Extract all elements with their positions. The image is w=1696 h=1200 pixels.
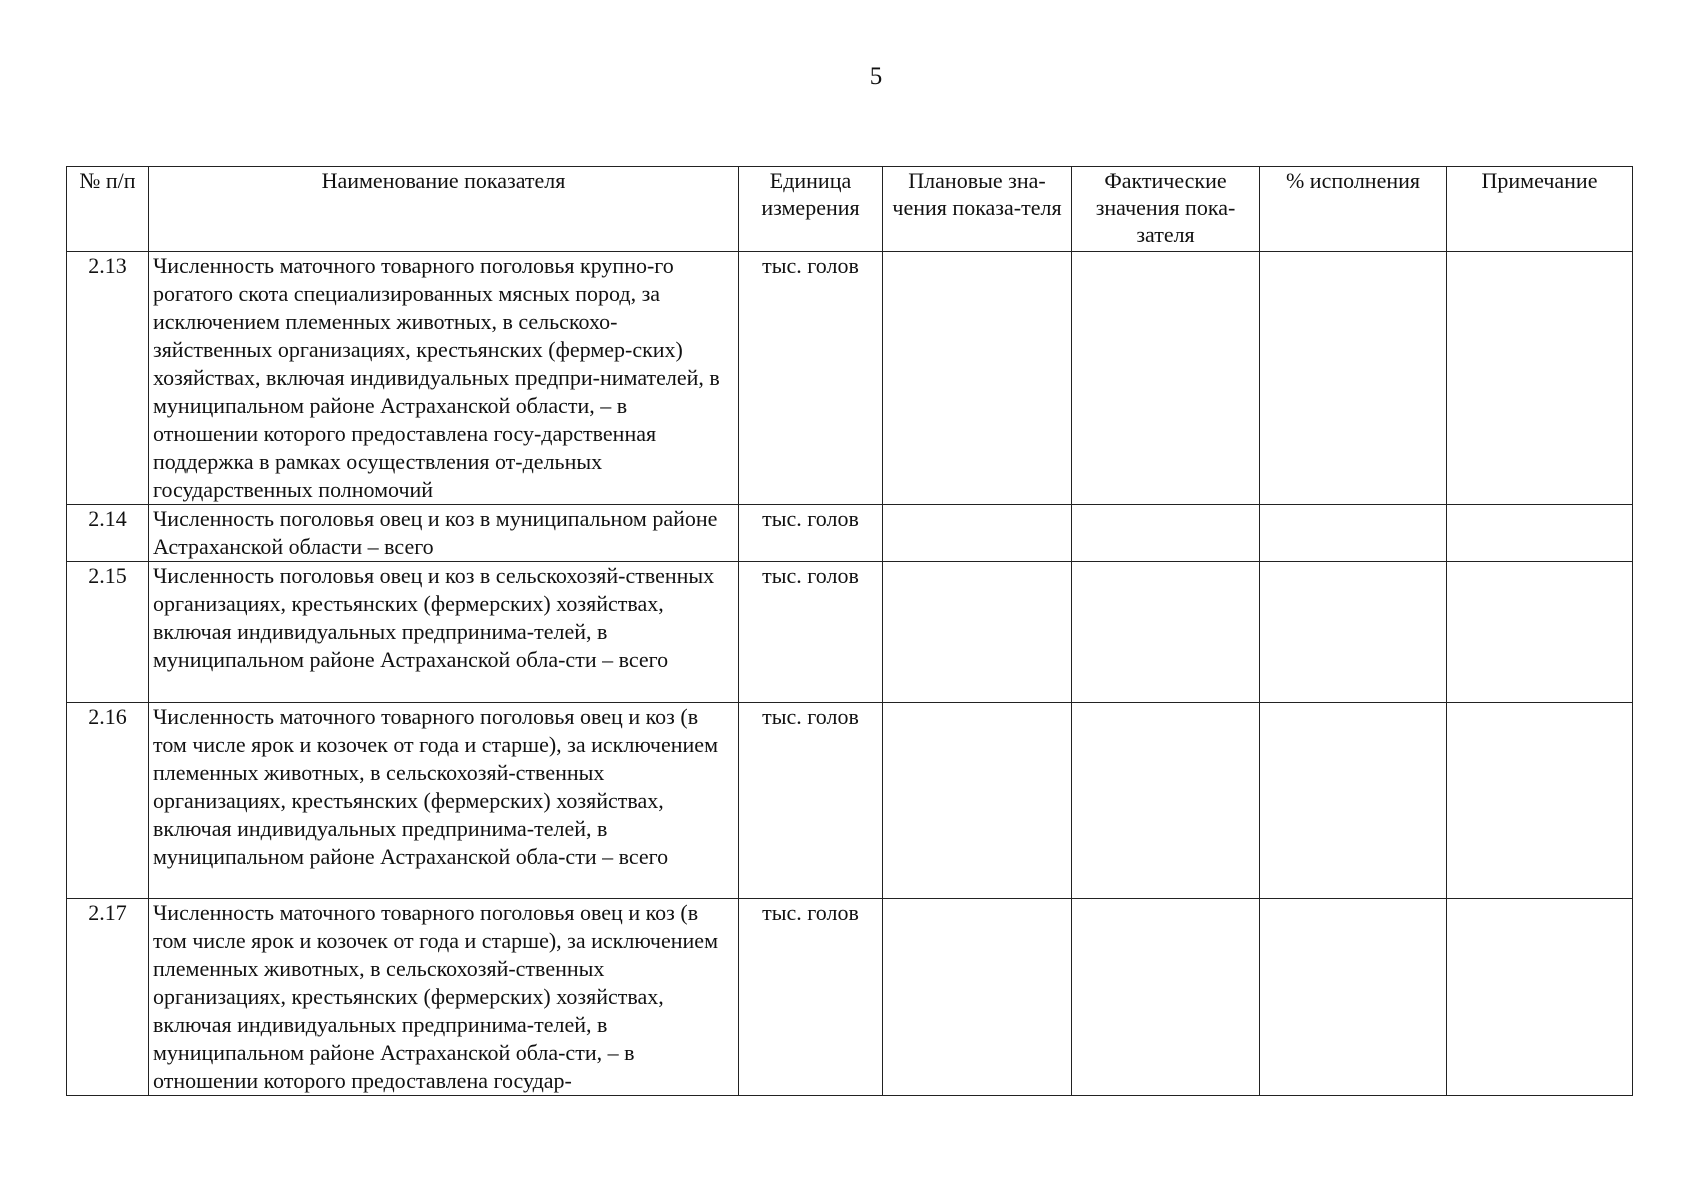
indicator-name: Численность маточного товарного поголовья овец и коз (в том числе ярок и козочек от года и старше), за исключением племенных животных, в сельскохозяй-ственных организациях, крестьянских (фермерских) хозяйствах, включая индивидуальных предпринима-телей, в муниципальном районе Астраханской обла-сти, – в отношении которого предоставлена государ-	[149, 899, 739, 1096]
percent-cell	[1260, 562, 1447, 703]
planned-cell	[883, 505, 1072, 562]
row-number: 2.15	[67, 562, 149, 703]
actual-cell	[1072, 505, 1260, 562]
unit-cell: тыс. голов	[739, 899, 883, 1096]
percent-cell	[1260, 899, 1447, 1096]
actual-cell	[1072, 703, 1260, 899]
header-actual: Фактические значения пока-зателя	[1072, 167, 1260, 252]
actual-cell	[1072, 252, 1260, 505]
indicator-name: Численность поголовья овец и коз в муниципальном районе Астраханской области – всего	[149, 505, 739, 562]
note-cell	[1447, 899, 1633, 1096]
actual-cell	[1072, 562, 1260, 703]
row-number: 2.16	[67, 703, 149, 899]
header-note: Примечание	[1447, 167, 1633, 252]
table-row	[67, 562, 1633, 703]
header-planned: Плановые зна-чения показа-теля	[883, 167, 1072, 252]
table-header-row	[67, 167, 1633, 252]
unit-cell: тыс. голов	[739, 562, 883, 703]
table-row	[67, 899, 1633, 1096]
note-cell	[1447, 505, 1633, 562]
note-cell	[1447, 703, 1633, 899]
indicator-name: Численность маточного товарного поголовья крупно-го рогатого скота специализированных мясных пород, за исключением племенных животных, в сельскохо-зяйственных организациях, крестьянских (фермер-ских) хозяйствах, включая индивидуальных предпри-нимателей, в муниципальном районе Астраханской области, – в отношении которого предоставлена госу-дарственная поддержка в рамках осуществления от-дельных государственных полномочий	[149, 252, 739, 505]
table-row	[67, 703, 1633, 899]
table-row	[67, 505, 1633, 562]
planned-cell	[883, 562, 1072, 703]
header-unit: Единица измерения	[739, 167, 883, 252]
percent-cell	[1260, 252, 1447, 505]
row-number: 2.13	[67, 252, 149, 505]
unit-cell: тыс. голов	[739, 505, 883, 562]
row-number: 2.17	[67, 899, 149, 1096]
page-number: 5	[869, 63, 883, 90]
header-name: Наименование показателя	[149, 167, 739, 252]
row-number: 2.14	[67, 505, 149, 562]
unit-cell: тыс. голов	[739, 252, 883, 505]
note-cell	[1447, 562, 1633, 703]
planned-cell	[883, 252, 1072, 505]
header-num: № п/п	[67, 167, 149, 252]
indicator-name: Численность маточного товарного поголовья овец и коз (в том числе ярок и козочек от года и старше), за исключением племенных животных, в сельскохозяй-ственных организациях, крестьянских (фермерских) хозяйствах, включая индивидуальных предпринима-телей, в муниципальном районе Астраханской обла-сти – всего	[149, 703, 739, 899]
actual-cell	[1072, 899, 1260, 1096]
percent-cell	[1260, 505, 1447, 562]
table-row	[67, 252, 1633, 505]
unit-cell: тыс. голов	[739, 703, 883, 899]
note-cell	[1447, 252, 1633, 505]
indicators-table	[66, 166, 1633, 1096]
percent-cell	[1260, 703, 1447, 899]
header-percent: % исполнения	[1260, 167, 1447, 252]
planned-cell	[883, 703, 1072, 899]
planned-cell	[883, 899, 1072, 1096]
indicator-name: Численность поголовья овец и коз в сельскохозяй-ственных организациях, крестьянских (фермерских) хозяйствах, включая индивидуальных предпринима-телей, в муниципальном районе Астраханской обла-сти – всего	[149, 562, 739, 703]
